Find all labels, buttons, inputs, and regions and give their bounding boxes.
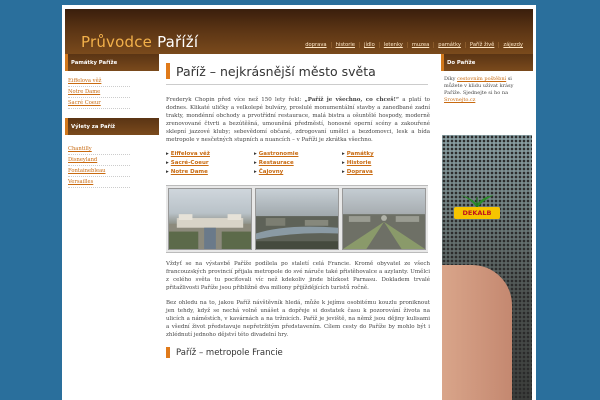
topic-link-restaurace[interactable]: ▸ Restaurace [254,159,342,168]
topic-link-eiffelova-vez[interactable]: ▸ Eiffelova věž [166,150,254,159]
left-sidebar [65,54,159,192]
topic-link-cajovny[interactable]: ▸ Čajovny [254,168,342,177]
sidebar-link-versailles[interactable]: Versailles [68,177,130,188]
main-content [166,63,430,358]
sidebar-heading-pamatky: Památky Paříže [65,54,159,71]
gallery-photo-champ-de-mars[interactable] [342,188,426,250]
site-header [65,9,533,54]
sidebar-link-eiffelova-vez[interactable]: Eiffelova věž [68,76,130,87]
gallery-photo-trocadero[interactable] [168,188,252,250]
ad-hand-image [442,265,512,400]
paragraph-atmosphere: Bez ohledu na to, jakou Paříž návštěvník hledá, může k jejímu osobitému kouzlu proniknout jen tehdy, když se nechá volně unášet a dopřeje si dostatek času k pozorování života na ulicích a náměstích, v kavárnách a na tržnicích. Paříž je jeviště, na němž jsou dějiny kulisami a všední život představuje nepřetržitým představením. Cílem cesty do Paříže by mohlo být i zhlédnutí jednoho dějství této divadelní hry. [166,300,430,338]
topic-link-gastronomie[interactable]: ▸ Gastronomie [254,150,342,159]
nav-historie[interactable]: historie [331,42,359,48]
sidebar-link-notre-dame[interactable]: Notre Dame [68,87,130,98]
chopin-quote: „Paříž je všechno, co chceš!“ [304,97,400,103]
topic-link-historie[interactable]: ▸ Historie [342,159,430,168]
page-container [62,5,536,400]
topic-link-pamatky[interactable]: ▸ Památky [342,150,430,159]
section-heading: Paříž – metropole Francie [176,347,283,358]
logo-word-2: Paříží [157,33,199,51]
sidebar-link-fontainebleau[interactable]: Fontainebleau [68,166,130,177]
sidebar-list-pamatky [65,71,159,113]
nav-pamatky[interactable]: památky [433,42,465,48]
intro-text-rest: a platí to dodnes. Klikaté uličky a velkolepé bulváry, proslulé monumentální stavby a zanedbané zadní trakty, mondénní obchody a prvotřídní restaurace, malá bistra a ošuntělé hospody, moderně zrenovované čtvrti a bezútěšná, umouněná předměstí, honosné operní scény a zakouřené sklepní jazzové kluby; sebevědomí občané, zdrogovaní umělci a bezdomovci, lesk a bída metropole v nesčetných stupních a nuancích – v Paříži je zkrátka všechno. [166,97,430,143]
intro-text-start: Frederyk Chopin před více než 150 lety řekl: [166,97,305,103]
trocadero-photo-art [169,189,251,249]
sidebar-link-chantilly[interactable]: Chantilly [68,144,130,155]
nav-pariz-zive[interactable]: Paříž živě [465,42,498,48]
topic-link-sacre-coeur[interactable]: ▸ Sacré-Coeur [166,159,254,168]
sidebar-link-disneyland[interactable]: Disneyland [68,155,130,166]
sidebar-heading-vylety: Výlety za Paříž [65,118,159,135]
dekalb-label: DEKALB [454,207,500,219]
insurance-link[interactable]: cestovním poštěbní [457,76,507,82]
title-accent-bar [166,63,170,79]
paragraph-history: Vždyť se na výstavbě Paříže podílela po staletí celá Francie. Kromě obyvatel ze všech francouzských provincií přijala metropole do své náruče také přistěhovalce a azylanty. Umělci z celého světa tu pociťovali víc než kdekoliv jinde blízkost Parnasu. Dokladem trvalé přitažlivosti Paříže jsou přibližně dva miliony přijíždějících turistů ročně. [166,261,430,291]
sidebar-link-sacre-coeur[interactable]: Sacré Coeur [68,98,130,109]
gallery-photo-seine[interactable] [255,188,339,250]
nav-jidlo[interactable]: jídlo [359,42,379,48]
dekalb-logo [454,193,500,223]
sidebar-list-vylety [65,135,159,192]
logo-word-1: Průvodce [81,33,153,51]
intro-paragraph [166,96,430,144]
nav-doprava[interactable]: doprava [305,42,327,48]
title-divider [166,84,428,85]
champ-de-mars-photo-art [343,189,425,249]
insurance-promo-text [441,71,533,104]
topic-link-notre-dame[interactable]: ▸ Notre Dame [166,168,254,177]
topic-link-doprava[interactable]: ▸ Doprava [342,168,430,177]
section-heading-bar [166,347,430,358]
right-box-heading: Do Paříže [441,54,533,71]
photo-gallery [166,185,428,253]
top-navigation [301,42,527,48]
nav-zajezdy[interactable]: zájezdy [498,42,527,48]
seine-photo-art [256,189,338,249]
site-logo[interactable] [81,33,198,51]
topic-links [166,150,430,177]
nav-muzea[interactable]: muzea [407,42,433,48]
dekalb-ad-banner[interactable] [442,135,532,400]
right-sidebar [441,54,533,104]
page-title-bar [166,63,430,79]
srovnejto-link[interactable]: Srovnejto.cz [444,97,476,103]
promo-text-mid: si můžete v klidu užívat krásy Paříže. Sjednejte si ho na [444,76,514,96]
nav-letenky[interactable]: letenky [379,42,407,48]
page-title: Paříž – nejkrásnější město světa [176,63,376,79]
section-accent-bar [166,347,170,358]
promo-text-start: Díky [444,76,458,82]
